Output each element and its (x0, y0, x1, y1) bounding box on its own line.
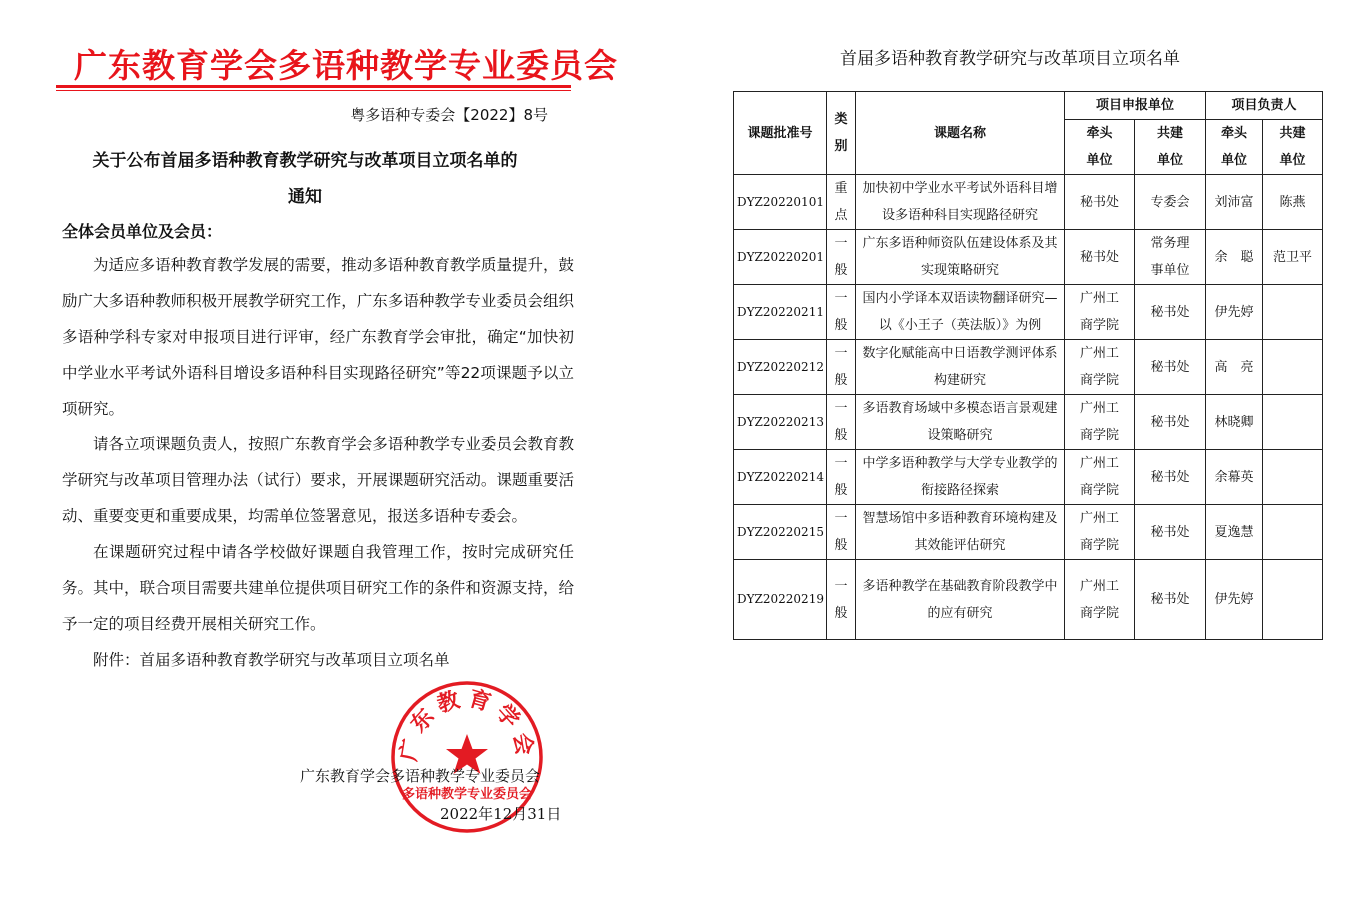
letterhead-title: 广东教育学会多语种教学专业委员会 (74, 46, 618, 85)
attachment-note: 附件：首届多语种教育教学研究与改革项目立项名单 (93, 651, 450, 669)
cell-co-person (1263, 285, 1323, 340)
cell-lead-unit: 广州工商学院 (1065, 285, 1135, 340)
cell-lead-person: 伊先婷 (1206, 560, 1263, 640)
cell-code: DYZ20220213 (734, 395, 827, 450)
cell-project-name: 多语种教学在基础教育阶段教学中的应有研究 (856, 560, 1065, 640)
cell-co-person (1263, 395, 1323, 450)
header-lead-unit: 牵头单位 (1065, 120, 1135, 175)
header-lead-person: 牵头单位 (1206, 120, 1263, 175)
cell-level: 一般 (827, 395, 856, 450)
cell-co-person (1263, 450, 1323, 505)
header-name: 课题名称 (856, 92, 1065, 175)
cell-level: 一般 (827, 450, 856, 505)
cell-code: DYZ20220215 (734, 505, 827, 560)
cell-code: DYZ20220212 (734, 340, 827, 395)
notice-letter (0, 0, 660, 898)
cell-co-unit: 秘书处 (1135, 450, 1206, 505)
header-code: 课题批准号 (734, 92, 827, 175)
svg-text:多语种教学专业委员会: 多语种教学专业委员会 (401, 787, 533, 802)
cell-co-unit: 秘书处 (1135, 285, 1206, 340)
table-row (734, 175, 1323, 230)
cell-co-person (1263, 340, 1323, 395)
cell-level: 一般 (827, 230, 856, 285)
cell-lead-person: 高 亮 (1206, 340, 1263, 395)
signer-name: 广东教育学会多语种教学专业委员会 (300, 767, 541, 785)
body-paragraph-1: 为适应多语种教育教学发展的需要，推动多语种教育教学质量提升，鼓励广大多语种教师积极开展教学研究工作，广东多语种教学专业委员会组织多语种学科专家对申报项目进行评审，经广东教育学会审批，确定“加快初中学业水平考试外语科目增设多语种科目实现路径研究”等22项课题予以立项研究。 (62, 256, 574, 418)
cell-code: DYZ20220214 (734, 450, 827, 505)
cell-co-unit: 秘书处 (1135, 340, 1206, 395)
notice-title-line2: 通知 (288, 187, 322, 207)
cell-project-name: 智慧场馆中多语种教育环境构建及其效能评估研究 (856, 505, 1065, 560)
cell-level: 一般 (827, 505, 856, 560)
cell-level: 一般 (827, 340, 856, 395)
table-row (734, 230, 1323, 285)
cell-lead-person: 夏逸慧 (1206, 505, 1263, 560)
cell-project-name: 国内小学译本双语读物翻译研究—以《小王子（英法版）》为例 (856, 285, 1065, 340)
salutation: 全体会员单位及会员： (62, 222, 223, 241)
cell-lead-person: 林晓卿 (1206, 395, 1263, 450)
cell-project-name: 加快初中学业水平考试外语科目增设多语种科目实现路径研究 (856, 175, 1065, 230)
cell-co-unit: 常务理事单位 (1135, 230, 1206, 285)
table-row (734, 450, 1323, 505)
cell-lead-unit: 广州工商学院 (1065, 395, 1135, 450)
cell-code: DYZ20220219 (734, 560, 827, 640)
table-row (734, 395, 1323, 450)
cell-lead-unit: 广州工商学院 (1065, 340, 1135, 395)
letterhead-rule-thick (56, 85, 571, 88)
table-row (734, 340, 1323, 395)
cell-code: DYZ20220211 (734, 285, 827, 340)
header-level: 类别 (827, 92, 856, 175)
cell-co-unit: 秘书处 (1135, 560, 1206, 640)
cell-level: 一般 (827, 285, 856, 340)
project-table (733, 91, 1323, 640)
attachment-table-page (690, 0, 1348, 898)
header-co-person: 共建单位 (1263, 120, 1323, 175)
cell-project-name: 广东多语种师资队伍建设体系及其实现策略研究 (856, 230, 1065, 285)
table-row (734, 285, 1323, 340)
cell-code: DYZ20220201 (734, 230, 827, 285)
cell-project-name: 数字化赋能高中日语教学测评体系构建研究 (856, 340, 1065, 395)
cell-co-unit: 秘书处 (1135, 505, 1206, 560)
cell-lead-unit: 广州工商学院 (1065, 505, 1135, 560)
body-paragraph-3: 在课题研究过程中请各学校做好课题自我管理工作，按时完成研究任务。其中，联合项目需要共建单位提供项目研究工作的条件和资源支持，给予一定的项目经费开展相关研究工作。 (62, 543, 574, 633)
header-co-unit: 共建单位 (1135, 120, 1206, 175)
cell-co-person: 陈燕 (1263, 175, 1323, 230)
cell-project-name: 多语教育场域中多模态语言景观建设策略研究 (856, 395, 1065, 450)
cell-code: DYZ20220101 (734, 175, 827, 230)
table-row (734, 560, 1323, 640)
cell-lead-unit: 广州工商学院 (1065, 560, 1135, 640)
cell-co-person (1263, 560, 1323, 640)
cell-level: 重点 (827, 175, 856, 230)
header-unit-group: 项目申报单位 (1065, 92, 1206, 120)
cell-co-unit: 专委会 (1135, 175, 1206, 230)
cell-project-name: 中学多语种教学与大学专业教学的衔接路径探索 (856, 450, 1065, 505)
cell-lead-person: 余 聪 (1206, 230, 1263, 285)
body-paragraph-2: 请各立项课题负责人，按照广东教育学会多语种教学专业委员会教育教学研究与改革项目管理办法（试行）要求，开展课题研究活动。课题重要活动、重要变更和重要成果，均需单位签署意见，报送多语种专委会。 (62, 435, 574, 525)
letterhead-rule-thin (56, 90, 571, 91)
cell-lead-unit: 广州工商学院 (1065, 450, 1135, 505)
cell-level: 一般 (827, 560, 856, 640)
document-number: 粤多语种专委会【2022】8号 (350, 106, 548, 124)
cell-co-person: 范卫平 (1263, 230, 1323, 285)
header-person-group: 项目负责人 (1206, 92, 1323, 120)
signing-date: 2022年12月31日 (440, 805, 562, 823)
cell-lead-unit: 秘书处 (1065, 230, 1135, 285)
cell-lead-person: 余幕英 (1206, 450, 1263, 505)
svg-text:广东教育学会: 广东教育学会 (395, 685, 539, 764)
cell-lead-unit: 秘书处 (1065, 175, 1135, 230)
cell-co-person (1263, 505, 1323, 560)
cell-lead-person: 伊先婷 (1206, 285, 1263, 340)
table-row (734, 505, 1323, 560)
table-title: 首届多语种教育教学研究与改革项目立项名单 (840, 49, 1180, 69)
cell-co-unit: 秘书处 (1135, 395, 1206, 450)
cell-lead-person: 刘沛富 (1206, 175, 1263, 230)
notice-title-line1: 关于公布首届多语种教育教学研究与改革项目立项名单的 (92, 151, 518, 171)
